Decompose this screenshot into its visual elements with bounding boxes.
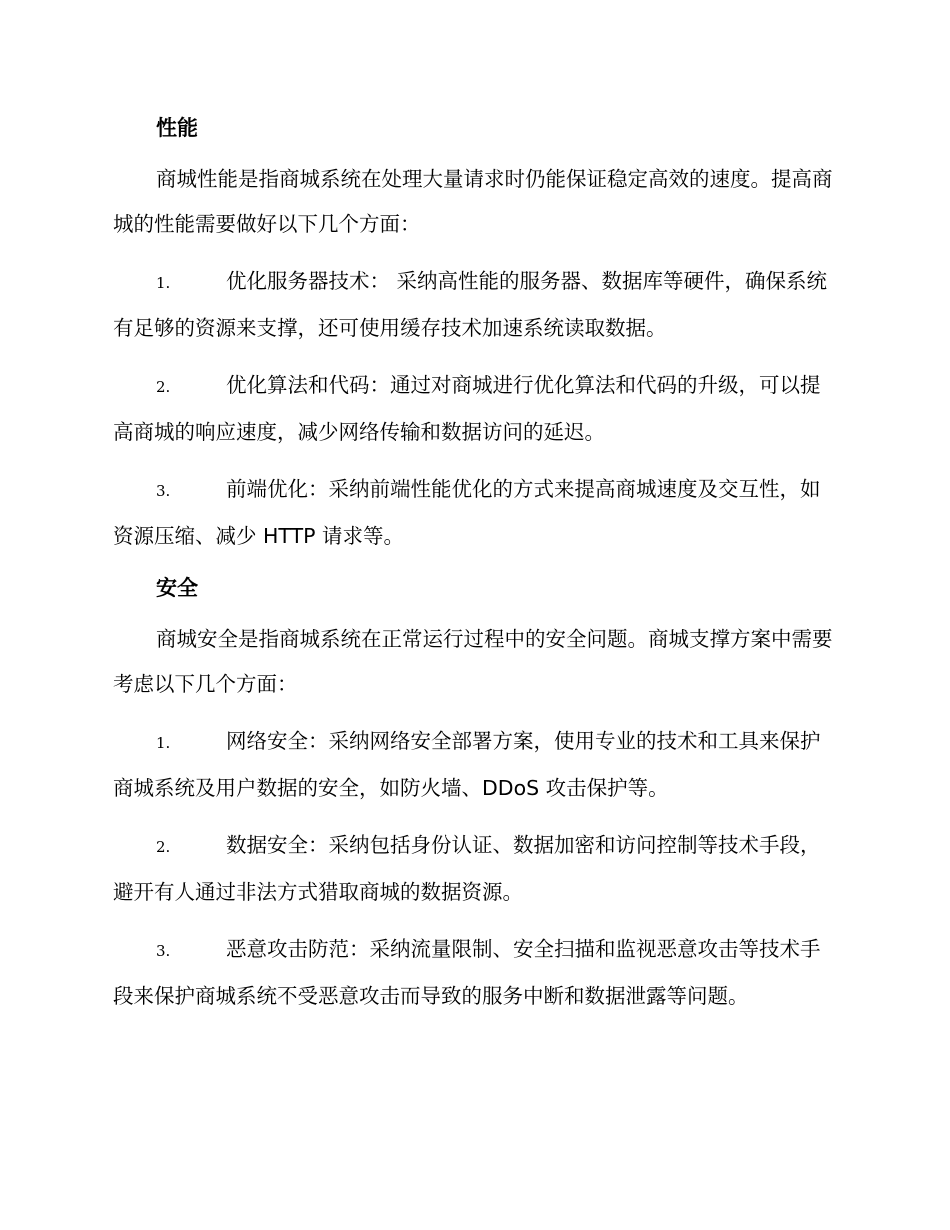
list-item-text: 前端优化：采纳前端性能优化的方式来提高商城速度及交互性，如资源压缩、减少 HTTP 请求等。 bbox=[113, 477, 821, 548]
section-heading-performance: 性能 bbox=[156, 116, 198, 140]
list-item-number: 1. bbox=[156, 274, 171, 292]
list-item-text: 优化服务器技术： 采纳高性能的服务器、数据库等硬件，确保系统有足够的资源来支撑，还可使用缓存技术加速系统读取数据。 bbox=[113, 269, 828, 340]
list-item bbox=[113, 259, 840, 351]
list-item bbox=[113, 363, 840, 455]
list-item-text: 数据安全：采纳包括身份认证、数据加密和访问控制等技术手段，避开有人通过非法方式猎取商城的数据资源。 bbox=[113, 833, 821, 904]
list-item bbox=[113, 719, 840, 811]
list-item-number: 2. bbox=[156, 838, 171, 856]
list-item-number: 3. bbox=[156, 942, 171, 960]
list-item-number: 2. bbox=[156, 378, 171, 396]
list-item bbox=[113, 927, 840, 1019]
document-page bbox=[113, 110, 840, 1019]
section-heading-security: 安全 bbox=[156, 576, 198, 600]
list-item-text: 优化算法和代码：通过对商城进行优化算法和代码的升级，可以提高商城的响应速度，减少网络传输和数据访问的延迟。 bbox=[113, 373, 821, 444]
list-item bbox=[113, 823, 840, 915]
list-item-number: 3. bbox=[156, 482, 171, 500]
section-intro-security: 商城安全是指商城系统在正常运行过程中的安全问题。商城支撑方案中需要考虑以下几个方面： bbox=[113, 627, 833, 696]
list-item-text: 网络安全：采纳网络安全部署方案，使用专业的技术和工具来保护商城系统及用户数据的安全，如防火墙、DDoS 攻击保护等。 bbox=[113, 729, 821, 800]
list-item-number: 1. bbox=[156, 734, 171, 752]
list-item bbox=[113, 467, 840, 559]
list-item-text: 恶意攻击防范：采纳流量限制、安全扫描和监视恶意攻击等技术手段来保护商城系统不受恶意攻击而导致的服务中断和数据泄露等问题。 bbox=[113, 937, 821, 1008]
section-intro-performance: 商城性能是指商城系统在处理大量请求时仍能保证稳定高效的速度。提高商城的性能需要做好以下几个方面： bbox=[113, 167, 833, 236]
